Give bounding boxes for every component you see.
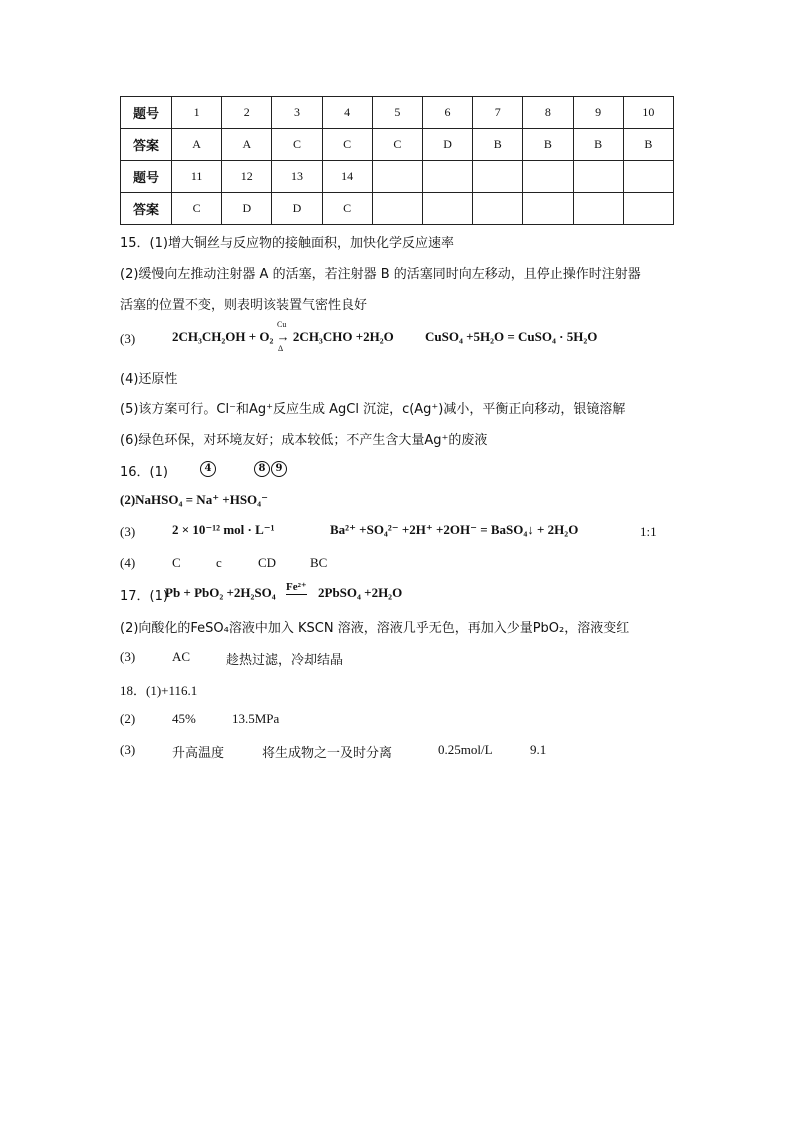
table-cell: D	[272, 193, 322, 225]
circled-number-8: 8	[254, 461, 270, 477]
row-label: 题号	[121, 97, 172, 129]
q17-line-1-prefix: 17．(1)	[120, 589, 168, 604]
table-cell: 4	[322, 97, 372, 129]
q15-line-4: (4)还原性	[120, 372, 178, 387]
q15-line-2b: 活塞的位置不变，则表明该装置气密性良好	[120, 298, 368, 313]
q15-line-3-number: (3)	[120, 331, 136, 346]
table-cell	[523, 161, 573, 193]
row-label: 答案	[121, 129, 172, 161]
table-cell	[623, 161, 673, 193]
q17-equation-right: 2PbSO₄ +2H₂O	[318, 585, 403, 600]
q18-answer-3a: 升高温度	[172, 746, 225, 761]
q15-condition-bottom: Δ	[278, 344, 284, 353]
row-label: 题号	[121, 161, 172, 193]
table-cell	[523, 193, 573, 225]
q18-line-1: 18．(1)+116.1	[120, 683, 198, 698]
q18-answer-3d: 9.1	[530, 742, 547, 757]
table-row	[121, 193, 674, 225]
table-cell	[573, 161, 623, 193]
table-cell: C	[322, 193, 372, 225]
table-cell	[372, 193, 422, 225]
table-cell: A	[172, 129, 222, 161]
q15-line-5: (5)该方案可行。Cl⁻和Ag⁺反应生成 AgCl 沉淀，c(Ag⁺)减小，平衡正向移动，银镜溶解	[120, 402, 626, 417]
q18-answer-3b: 将生成物之一及时分离	[262, 746, 393, 761]
table-cell: 9	[573, 97, 623, 129]
q17-answer-3a: AC	[172, 649, 191, 664]
table-cell: C	[372, 129, 422, 161]
table-cell: 13	[272, 161, 322, 193]
table-cell: 3	[272, 97, 322, 129]
q18-answer-3c: 0.25mol/L	[438, 742, 493, 757]
table-cell: C	[172, 193, 222, 225]
table-cell	[473, 161, 523, 193]
q16-ionic-equation: Ba²⁺ +SO₄²⁻ +2H⁺ +2OH⁻ = BaSO₄↓ + 2H₂O	[330, 522, 579, 537]
q16-line-4-number: (4)	[120, 555, 136, 570]
table-row	[121, 161, 674, 193]
table-row	[121, 129, 674, 161]
table-cell	[623, 193, 673, 225]
circled-number-9: 9	[271, 461, 287, 477]
q17-line-2: (2)向酸化的FeSO₄溶液中加入 KSCN 溶液，溶液几乎无色，再加入少量PbO₂，溶液变红	[120, 621, 630, 636]
table-cell	[372, 161, 422, 193]
table-cell: 7	[473, 97, 523, 129]
q15-equation-1: 2CH₃CH₂OH + O₂ → 2CH₃CHO +2H₂O	[172, 329, 394, 344]
q17-answer-3b: 趁热过滤，冷却结晶	[226, 653, 344, 668]
q16-answer-4b: c	[216, 555, 222, 570]
q15-line-2a: (2)缓慢向左推动注射器 A 的活塞，若注射器 B 的活塞同时向左移动，且停止操作时注射器	[120, 267, 641, 282]
q15-equation-2: CuSO₄ +5H₂O = CuSO₄ · 5H₂O	[425, 329, 598, 344]
table-cell	[422, 161, 472, 193]
table-cell: C	[272, 129, 322, 161]
table-cell: 14	[322, 161, 372, 193]
table-cell: 5	[372, 97, 422, 129]
q16-answer-4c: CD	[258, 555, 277, 570]
circled-number-4: 4	[200, 461, 216, 477]
q18-answer-2a: 45%	[172, 711, 196, 726]
q16-concentration: 2 × 10⁻¹² mol · L⁻¹	[172, 522, 275, 537]
answer-table-body	[121, 97, 674, 225]
q16-line-1-number: 16．(1)	[120, 465, 168, 480]
table-cell	[422, 193, 472, 225]
table-cell: 11	[172, 161, 222, 193]
q16-line-3-number: (3)	[120, 524, 136, 539]
table-cell: B	[623, 129, 673, 161]
q17-equation-left: Pb + PbO₂ +2H₂SO₄	[165, 585, 276, 600]
table-cell: 12	[222, 161, 272, 193]
q16-answer-4a: C	[172, 555, 181, 570]
q16-ratio: 1:1	[640, 524, 657, 539]
table-cell: 1	[172, 97, 222, 129]
table-cell	[573, 193, 623, 225]
q18-line-2-number: (2)	[120, 711, 136, 726]
table-cell: 10	[623, 97, 673, 129]
table-row	[121, 97, 674, 129]
q18-answer-2b: 13.5MPa	[232, 711, 280, 726]
q18-line-3-number: (3)	[120, 742, 136, 757]
table-cell: C	[322, 129, 372, 161]
table-cell: D	[422, 129, 472, 161]
table-cell: 6	[422, 97, 472, 129]
table-cell: B	[523, 129, 573, 161]
q15-line-6: (6)绿色环保，对环境友好；成本较低；不产生含大量Ag⁺的废液	[120, 433, 488, 448]
table-cell: 2	[222, 97, 272, 129]
q17-line-3-number: (3)	[120, 649, 136, 664]
q16-line-2: (2)NaHSO₄ = Na⁺ +HSO₄⁻	[120, 492, 268, 507]
q15-line-1: 15．(1)增大铜丝与反应物的接触面积，加快化学反应速率	[120, 236, 454, 251]
table-cell: A	[222, 129, 272, 161]
row-label: 答案	[121, 193, 172, 225]
table-cell: D	[222, 193, 272, 225]
q17-condition: Fe²⁺	[286, 581, 307, 593]
answer-table	[120, 96, 674, 225]
table-cell: B	[473, 129, 523, 161]
table-cell	[473, 193, 523, 225]
table-cell: 8	[523, 97, 573, 129]
q16-answer-4d: BC	[310, 555, 328, 570]
q15-condition-top: Cu	[277, 320, 287, 329]
table-cell: B	[573, 129, 623, 161]
